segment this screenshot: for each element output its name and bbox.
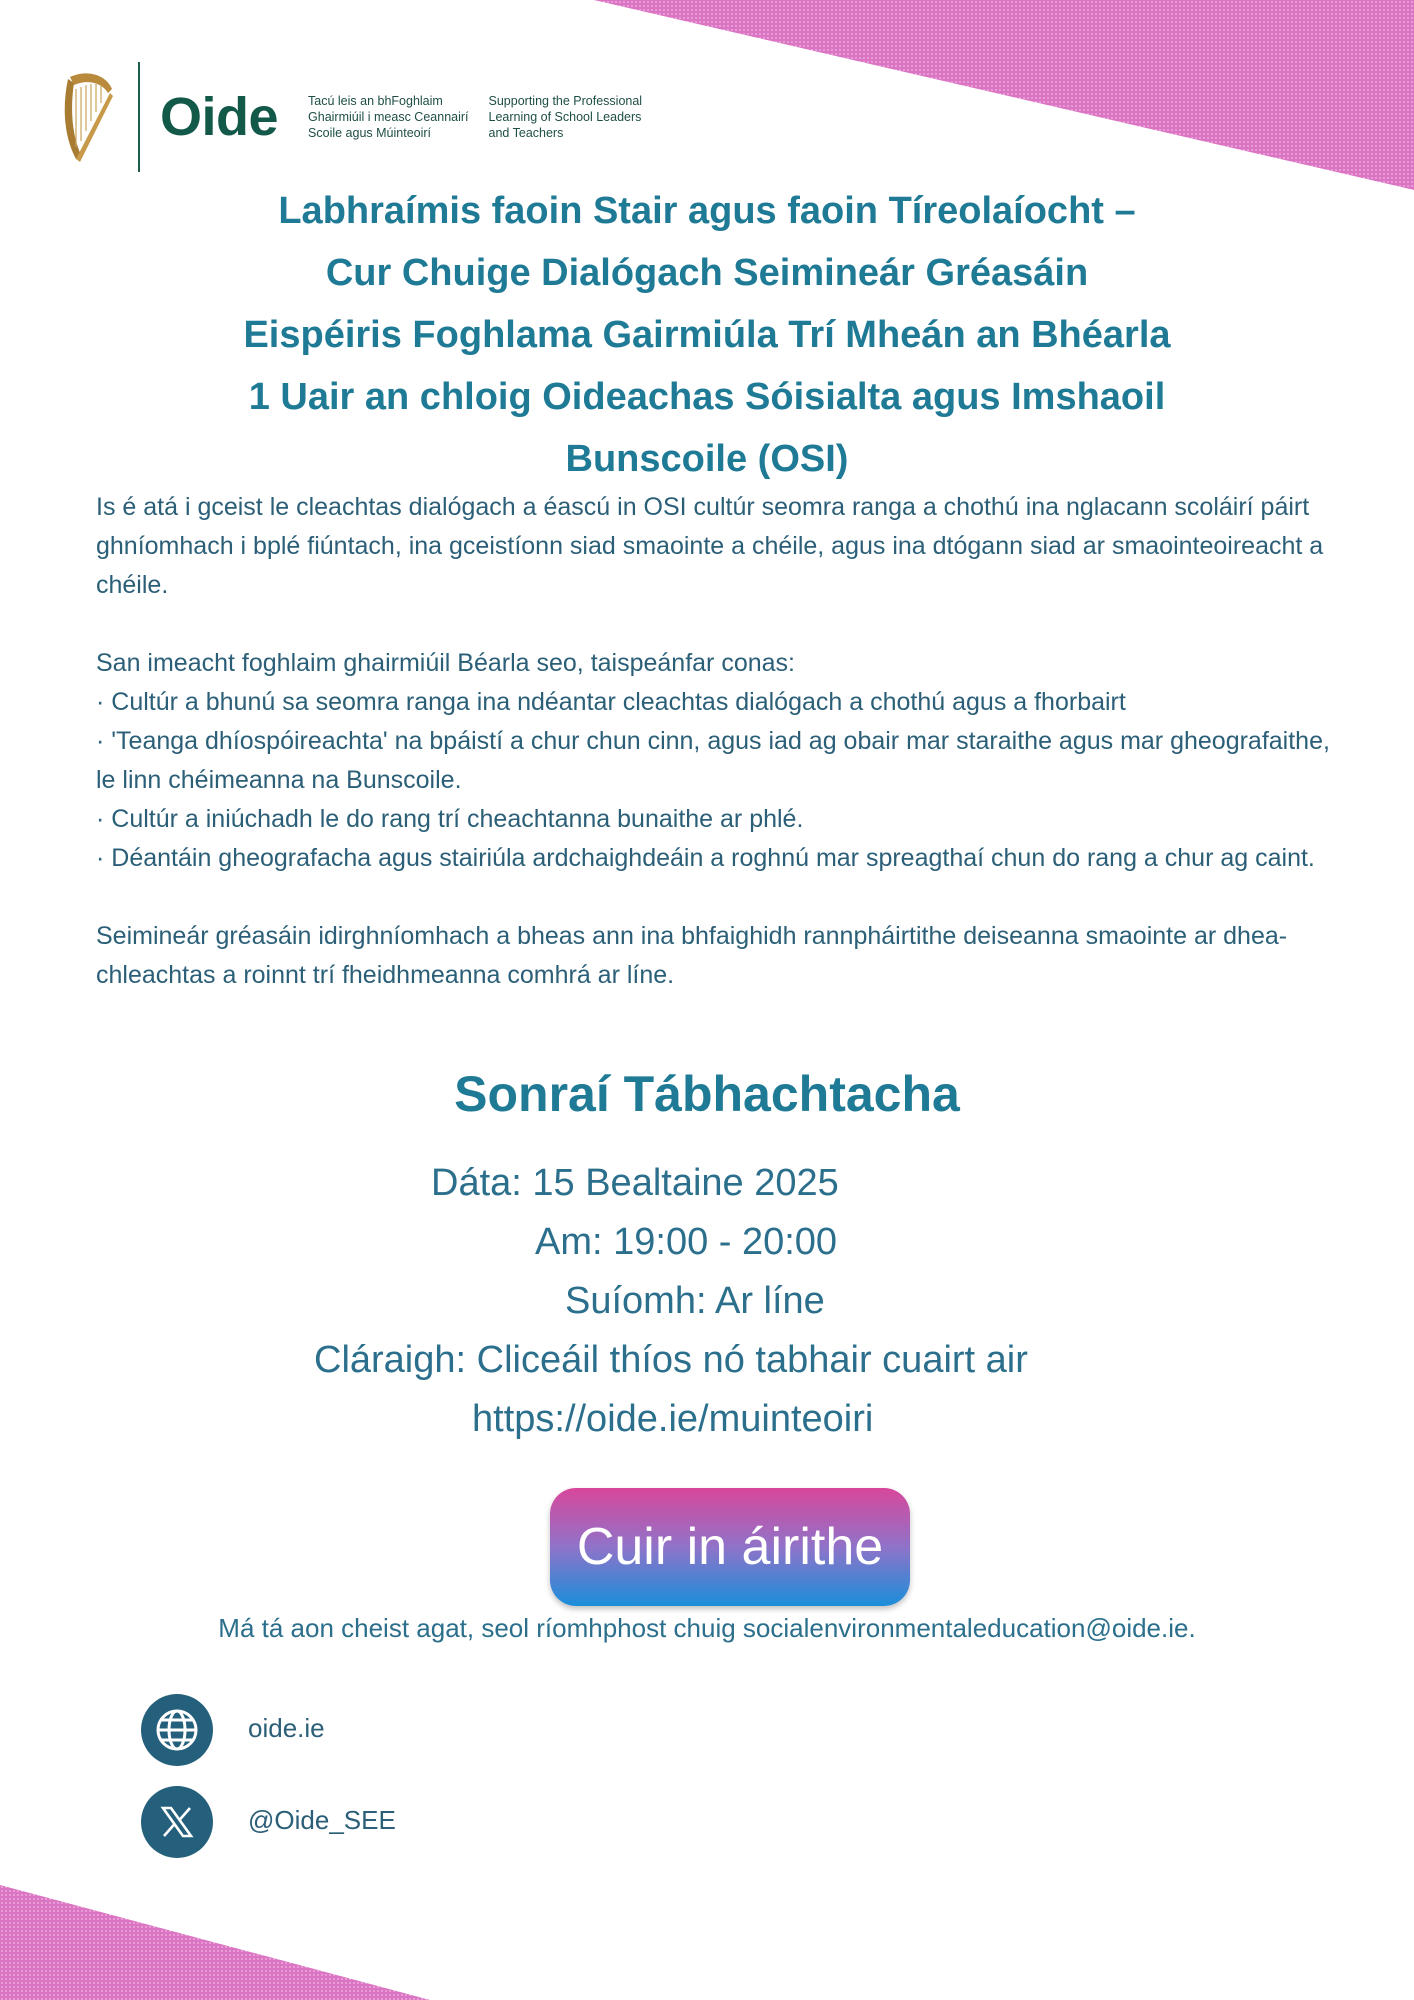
details-heading: Sonraí Tábhachtacha: [454, 1066, 960, 1122]
tagline-line: Learning of School Leaders: [488, 110, 642, 124]
contact-email-line[interactable]: Má tá aon cheist agat, seol ríomhphost chuig socialenvironmentaleducation@oide.ie.: [218, 1613, 1196, 1643]
logo-tagline-irish: [308, 93, 468, 141]
event-time: Am: 19:00 - 20:00: [535, 1221, 838, 1263]
title-line: Labhraímis faoin Stair agus faoin Tíreolaíocht –: [278, 190, 1136, 232]
tagline-line: Ghairmiúil i measc Ceannairí: [308, 110, 469, 124]
corner-decoration-top-right: [594, 0, 1414, 190]
title-line: 1 Uair an chloig Oideachas Sóisialta agus Imshaoil: [248, 376, 1166, 418]
bullet-item: · Déantáin gheografacha agus stairiúla ardchaighdeáin a roghnú mar spreagthaí chun do rang a chur ag caint.: [96, 844, 1315, 872]
logo-divider: [138, 62, 140, 172]
tagline-line: Supporting the Professional: [488, 94, 643, 108]
register-link[interactable]: https://oide.ie/muinteoiri: [472, 1398, 874, 1440]
logo-wordmark: Oide: [160, 87, 279, 147]
harp-icon: [58, 67, 118, 167]
bullet-item: · Cultúr a bhunú sa seomra ranga ina ndéantar cleachtas dialógach a chothú agus a fhorbairt: [96, 688, 1126, 716]
event-description: [96, 488, 1336, 995]
bullet-item: · 'Teanga dhíospóireachta' na bpáistí a chur chun cinn, agus iad ag obair mar staraithe agus mar gheografaithe, le linn chéimeanna na Bunscoile.: [96, 727, 1330, 794]
title-line: Eispéiris Foghlama Gairmiúla Trí Mheán an Bhéarla: [243, 314, 1171, 356]
tagline-line: Scoile agus Múinteoirí: [308, 126, 432, 140]
intro-paragraph: Is é atá i gceist le cleachtas dialógach a éascú in OSI cultúr seomra ranga a chothú ina nglacann scoláirí páirt ghníomhach i bplé fiúntach, ina gceistíonn siad smaointe a chéile, agus ina dtógann siad ar smaointeoireacht a chéile.: [96, 493, 1324, 599]
closing-paragraph: Seimineár gréasáin idirghníomhach a bheas ann ina bhfaighidh rannpháirtithe deiseanna smaointe ar dhea-chleachtas a roinnt trí fheidhmeanna comhrá ar líne.: [96, 922, 1288, 989]
event-date: Dáta: 15 Bealtaine 2025: [431, 1162, 839, 1204]
event-title: [0, 180, 1414, 490]
bullet-item: · Cultúr a iniúchadh le do rang trí cheachtanna bunaithe ar phlé.: [96, 805, 804, 833]
lead-sentence: San imeacht foghlaim ghairmiúil Béarla seo, taispeánfar conas:: [96, 649, 795, 677]
title-line: Bunscoile (OSI): [565, 438, 849, 480]
register-instruction: Cláraigh: Cliceáil thíos nó tabhair cuairt air: [314, 1339, 1028, 1381]
oide-logo: [58, 62, 642, 172]
title-line: Cur Chuige Dialógach Seimineár Gréasáin: [325, 252, 1089, 294]
tagline-line: Tacú leis an bhFoghlaim: [308, 94, 443, 108]
corner-decoration-bottom-left: [0, 1885, 430, 2000]
x-logo-icon[interactable]: [141, 1786, 213, 1858]
tagline-line: and Teachers: [488, 126, 564, 140]
x-handle-link[interactable]: @Oide_SEE: [248, 1805, 396, 1835]
logo-tagline-english: [489, 93, 643, 141]
book-button[interactable]: Cuir in áirithe: [550, 1488, 910, 1606]
globe-icon[interactable]: [141, 1694, 213, 1766]
event-location: Suíomh: Ar líne: [565, 1280, 825, 1322]
website-link[interactable]: oide.ie: [248, 1713, 325, 1743]
